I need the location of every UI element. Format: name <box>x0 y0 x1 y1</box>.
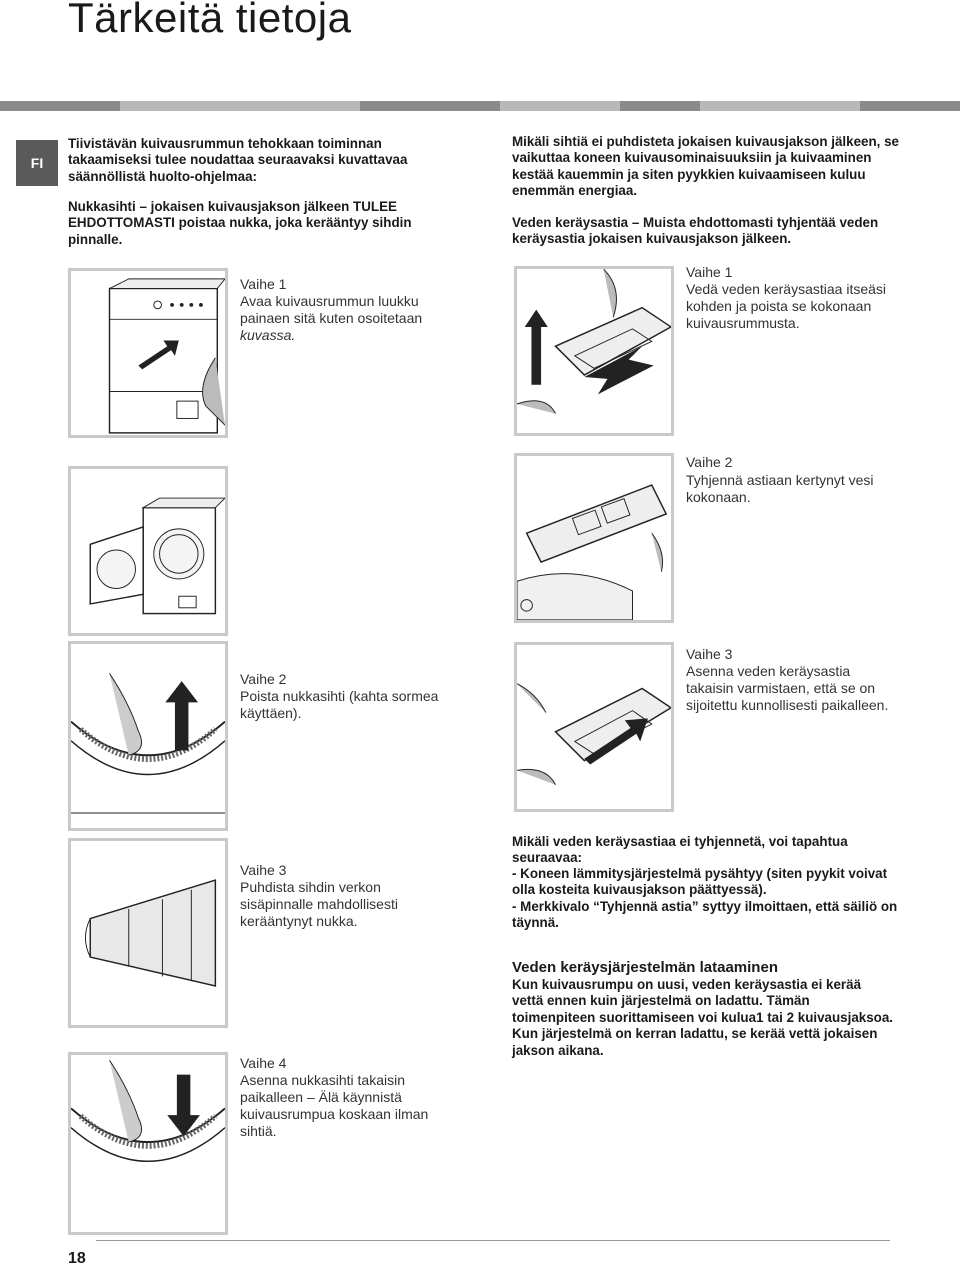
lint-filter-heading: Nukkasihti – jokaisen kuivausjakson jälkeen TULEE EHDOTTOMASTI poistaa nukka, joka kerääntyy sihdin pinnalle. <box>68 199 412 247</box>
bar-segment <box>120 101 360 111</box>
left-step-2-text: Poista nukkasihti (kahta sormea käyttäen). <box>240 688 439 721</box>
remove-filter-drawing <box>71 644 225 828</box>
consequence-2: - Merkkivalo “Tyhjennä astia” syttyy ilmoittaen, että säiliö on täynnä. <box>512 899 898 931</box>
insert-container-drawing <box>517 645 671 809</box>
not-emptied-warning: Mikäli veden keräysastiaa ei tyhjennetä, voi tapahtua seuraavaa: <box>512 834 848 866</box>
bar-segment <box>860 101 960 111</box>
left-step-1-body: Avaa kuivausrummun luukku painaen sitä kuten osoitetaan <box>240 293 423 326</box>
dryer-open-drawing <box>71 469 225 633</box>
water-system-load-text: Kun kuivausrumpu on uusi, veden keräysastia ei kerää vettä ennen kuin järjestelmä on ladattu. Tämän toimenpiteen suorittamiseen voi kulua1 tai 2 kuivausjaksoa. Kun järjestelmä on kerran ladattu, se kerää vettä jokaisen jakson aikana. <box>512 977 894 1058</box>
bar-segment <box>700 101 860 111</box>
right-step-1-text: Vedä veden keräysastiaa itseäsi kohden ja poista se kokonaan kuivausrummusta. <box>686 281 887 331</box>
right-step-2-label: Vaihe 2 <box>686 454 733 470</box>
left-step-1-label: Vaihe 1 <box>240 276 287 292</box>
page-number: 18 <box>68 1250 86 1267</box>
bar-segment <box>360 101 500 111</box>
language-tab: FI <box>16 140 58 186</box>
left-step-4-text: Asenna nukkasihti takaisin paikalleen – Älä käynnistä kuivausrumpua koskaan ilman sihtiä. <box>240 1072 429 1139</box>
empty-container-illustration <box>514 453 674 623</box>
left-step-3-label: Vaihe 3 <box>240 862 287 878</box>
left-step-1-italic: kuvassa. <box>240 327 296 343</box>
maintenance-intro: Tiivistävän kuivausrummun tehokkaan toiminnan takaamiseksi tulee noudattaa seuraavaksi kuvattavaa säännöllistä huolto-ohjelmaa: <box>68 136 408 184</box>
left-step-2-label: Vaihe 2 <box>240 671 287 687</box>
left-step-4-label: Vaihe 4 <box>240 1055 287 1071</box>
right-step-2-text: Tyhjennä astiaan kertynyt vesi kokonaan. <box>686 472 874 505</box>
dryer-open-illustration <box>68 466 228 636</box>
filter-warning: Mikäli sihtiä ei puhdisteta jokaisen kuivausjakson jälkeen, se vaikuttaa koneen kuivausominaisuuksiin ja kuivaaminen kestää kauemmin ja siten pyykkien kuivaamiseen kuluu enemmän energiaa. <box>512 134 899 199</box>
right-step-3-text: Asenna veden keräysastia takaisin varmistaen, että se on sijoitettu kunnollisesti paikalleen. <box>686 663 889 713</box>
right-step-3-label: Vaihe 3 <box>686 646 733 662</box>
consequence-1: - Koneen lämmitysjärjestelmä pysähtyy (siten pyykit voivat olla kosteita kuivausjakson päättyessä). <box>512 866 888 898</box>
empty-container-drawing <box>517 456 671 620</box>
insert-filter-drawing <box>71 1055 225 1232</box>
footer-divider <box>96 1240 890 1241</box>
right-step-1-label: Vaihe 1 <box>686 264 733 280</box>
remove-filter-illustration <box>68 641 228 831</box>
bar-segment <box>500 101 620 111</box>
left-step-1-text <box>240 293 440 344</box>
pull-container-illustration <box>514 266 674 436</box>
bar-segment <box>0 101 120 111</box>
bar-segment <box>620 101 700 111</box>
left-step-3-text: Puhdista sihdin verkon sisäpinnalle mahdollisesti kerääntynyt nukka. <box>240 879 398 929</box>
header-color-bar <box>0 101 960 111</box>
filter-clean-illustration <box>68 838 228 1028</box>
page-title: Tärkeitä tietoja <box>68 0 352 41</box>
insert-filter-illustration <box>68 1052 228 1235</box>
dryer-door-drawing <box>71 271 225 435</box>
filter-clean-drawing <box>71 841 225 1025</box>
pull-container-drawing <box>517 269 671 433</box>
dryer-door-illustration <box>68 268 228 438</box>
insert-container-illustration <box>514 642 674 812</box>
water-system-load-heading: Veden keräysjärjestelmän lataaminen <box>512 959 778 976</box>
water-container-heading: Veden keräysastia – Muista ehdottomasti tyhjentää veden keräysastia jokaisen kuivausjakson jälkeen. <box>512 215 879 247</box>
